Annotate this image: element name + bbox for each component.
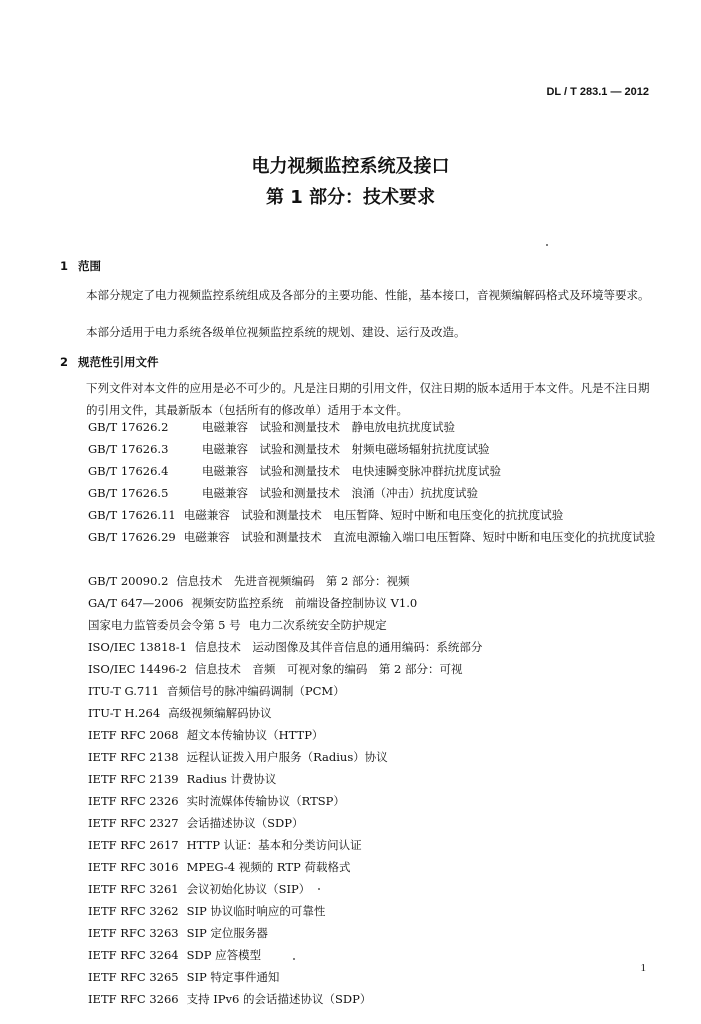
reference-item (62, 812, 662, 834)
reference-title: 会话描述协议（SDP） (186, 816, 304, 830)
document-title: 电力视频监控系统及接口 (251, 156, 450, 177)
reference-code: GB/T 17626.2 (88, 420, 169, 434)
reference-code: GB/T 17626.3 (88, 442, 169, 456)
reference-title: 视频安防监控系统 前端设备控制协议 V1.0 (191, 596, 418, 610)
reference-code: 国家电力监管委员会令第 5 号 (88, 618, 241, 632)
reference-item (62, 900, 662, 922)
scan-speck (293, 958, 295, 960)
reference-code: IETF RFC 3016 (88, 860, 179, 874)
normative-references-list (62, 416, 662, 1010)
reference-item (62, 988, 662, 1010)
reference-code: IETF RFC 2617 (88, 838, 179, 852)
reference-title: SDP 应答模型 (186, 948, 262, 962)
reference-title: SIP 协议临时响应的可靠性 (186, 904, 326, 918)
reference-title: 会议初始化协议（SIP） (186, 882, 311, 896)
reference-title: 电磁兼容 试验和测量技术 电压暂降、短时中断和电压变化的抗扰度试验 (183, 508, 564, 522)
reference-item (62, 944, 662, 966)
reference-code: GB/T 17626.11 (88, 508, 176, 522)
reference-item (62, 636, 662, 658)
reference-code: IETF RFC 2327 (88, 816, 179, 830)
section-number: 1 (60, 259, 69, 273)
section-2-intro (62, 377, 652, 421)
reference-item (62, 526, 662, 570)
reference-title: 电磁兼容 试验和测量技术 直流电源输入端口电压暂降、短时中断和电压变化的抗扰度试验 (183, 530, 656, 544)
reference-item (62, 570, 662, 592)
section-title: 范围 (78, 259, 101, 273)
reference-item (62, 790, 662, 812)
reference-item (62, 702, 662, 724)
reference-code: ITU-T G.711 (88, 684, 159, 698)
reference-code: ISO/IEC 14496-2 (88, 662, 187, 676)
reference-code: IETF RFC 2326 (88, 794, 179, 808)
reference-item (62, 438, 662, 460)
section-1-heading (60, 258, 101, 274)
reference-item (62, 504, 662, 526)
reference-item (62, 680, 662, 702)
standard-code: DL / T 283.1 — 2012 (546, 86, 649, 98)
reference-title: HTTP 认证：基本和分类访问认证 (186, 838, 362, 852)
reference-title: 电力二次系统安全防护规定 (248, 618, 387, 632)
paragraph-text: 本部分适用于电力系统各级单位视频监控系统的规划、建设、运行及改造。 (86, 325, 466, 339)
section-1-paragraph-1 (62, 284, 652, 306)
reference-title: 超文本传输协议（HTTP） (186, 728, 324, 742)
scan-speck (546, 244, 548, 246)
reference-code: IETF RFC 3266 (88, 992, 179, 1006)
reference-code: ISO/IEC 13818-1 (88, 640, 187, 654)
scan-speck (318, 888, 320, 890)
reference-code: IETF RFC 3262 (88, 904, 179, 918)
reference-item (62, 460, 662, 482)
reference-code: ITU-T H.264 (88, 706, 161, 720)
reference-item (62, 768, 662, 790)
reference-item (62, 966, 662, 988)
reference-item (62, 834, 662, 856)
reference-item (62, 658, 662, 680)
reference-code: GB/T 17626.4 (88, 464, 169, 478)
section-title: 规范性引用文件 (78, 355, 159, 369)
reference-code: IETF RFC 3264 (88, 948, 179, 962)
reference-item (62, 724, 662, 746)
reference-item (62, 592, 662, 614)
reference-code: IETF RFC 3265 (88, 970, 179, 984)
reference-item (62, 416, 662, 438)
section-2-heading (60, 354, 159, 370)
reference-item (62, 482, 662, 504)
reference-title: SIP 特定事件通知 (186, 970, 280, 984)
reference-item (62, 746, 662, 768)
section-1-paragraph-2 (62, 321, 652, 343)
reference-title: 电磁兼容 试验和测量技术 静电放电抗扰度试验 (202, 420, 455, 434)
paragraph-text: 下列文件对本文件的应用是必不可少的。凡是注日期的引用文件，仅注日期的版本适用于本文件。凡是不注日期的引用文件，其最新版本（包括所有的修改单）适用于本文件。 (86, 381, 650, 417)
reference-title: 支持 IPv6 的会话描述协议（SDP） (186, 992, 372, 1006)
reference-code: IETF RFC 2138 (88, 750, 179, 764)
reference-title: MPEG-4 视频的 RTP 荷载格式 (186, 860, 351, 874)
reference-code: IETF RFC 2139 (88, 772, 179, 786)
reference-title: 电磁兼容 试验和测量技术 电快速瞬变脉冲群抗扰度试验 (202, 464, 501, 478)
reference-title: 电磁兼容 试验和测量技术 射频电磁场辐射抗扰度试验 (202, 442, 490, 456)
page-number: 1 (640, 962, 646, 974)
reference-item (62, 878, 662, 900)
reference-title: 高级视频编解码协议 (168, 706, 272, 720)
reference-title: 电磁兼容 试验和测量技术 浪涌（冲击）抗扰度试验 (202, 486, 478, 500)
reference-title: 信息技术 运动图像及其伴音信息的通用编码：系统部分 (194, 640, 483, 654)
reference-item (62, 614, 662, 636)
document-subtitle: 第 1 部分：技术要求 (265, 187, 436, 208)
section-number: 2 (60, 355, 69, 369)
reference-code: GB/T 20090.2 (88, 574, 169, 588)
reference-title: SIP 定位服务器 (186, 926, 268, 940)
reference-title: 音频信号的脉冲编码调制（PCM） (166, 684, 345, 698)
reference-title: 信息技术 音频 可视对象的编码 第 2 部分：可视 (194, 662, 463, 676)
reference-code: IETF RFC 2068 (88, 728, 179, 742)
reference-code: GB/T 17626.29 (88, 530, 176, 544)
reference-item (62, 856, 662, 878)
reference-title: 远程认证拨入用户服务（Radius）协议 (186, 750, 388, 764)
reference-title: 实时流媒体传输协议（RTSP） (186, 794, 345, 808)
reference-title: Radius 计费协议 (186, 772, 277, 786)
reference-title: 信息技术 先进音视频编码 第 2 部分：视频 (176, 574, 410, 588)
reference-item (62, 922, 662, 944)
reference-code: GB/T 17626.5 (88, 486, 169, 500)
reference-code: IETF RFC 3263 (88, 926, 179, 940)
paragraph-text: 本部分规定了电力视频监控系统组成及各部分的主要功能、性能，基本接口，音视频编解码格式及环境等要求。 (86, 288, 650, 302)
reference-code: IETF RFC 3261 (88, 882, 179, 896)
reference-code: GA/T 647—2006 (88, 596, 184, 610)
